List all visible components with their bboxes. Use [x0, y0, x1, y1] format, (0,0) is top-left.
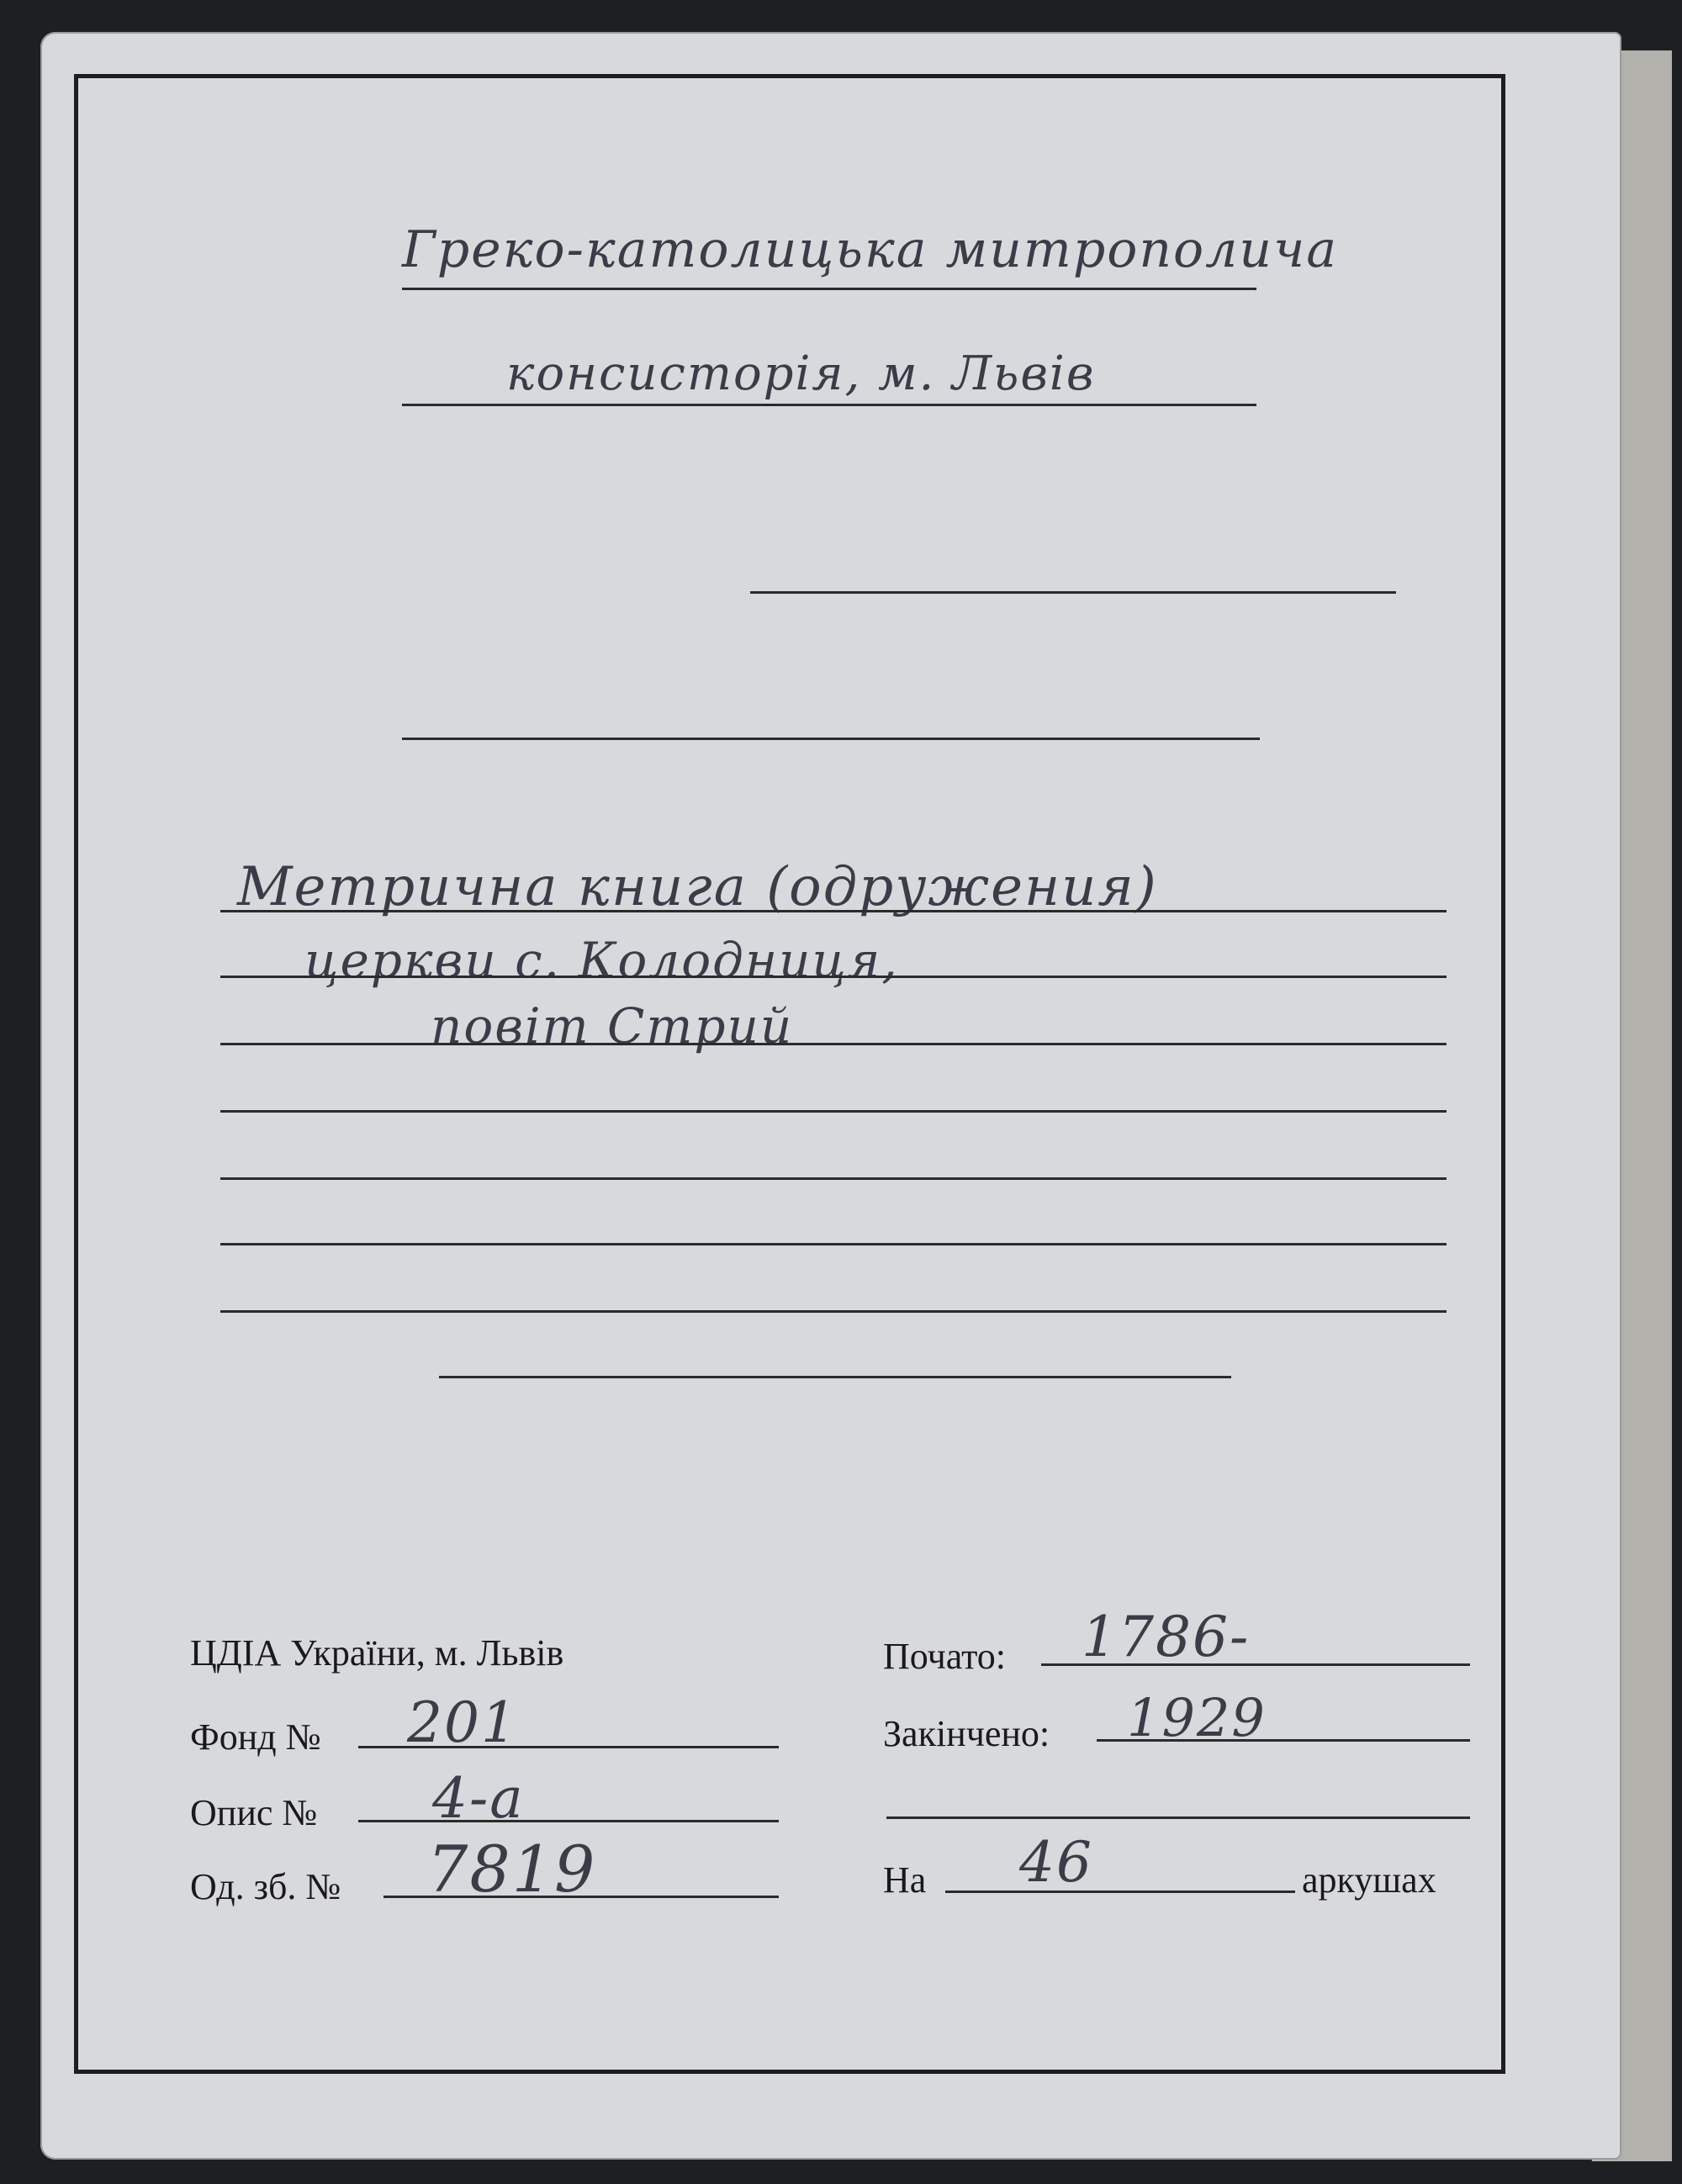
end-rule: [1097, 1739, 1470, 1742]
title-line1: Метрична книга (одружения): [237, 856, 1158, 918]
blank-date-rule: [886, 1816, 1470, 1819]
fond-value: 201: [407, 1690, 518, 1755]
start-label: Почато:: [883, 1636, 1007, 1677]
header-rule-1: [402, 288, 1256, 290]
title-rule-6: [220, 1243, 1447, 1245]
opys-rule: [358, 1820, 779, 1822]
sprava-value: 7819: [427, 1832, 597, 1906]
header-line1: Греко-католицька митрополича: [402, 220, 1339, 279]
header-line2: консисторія, м. Львів: [506, 346, 1096, 401]
title-rule-3: [220, 1043, 1447, 1045]
fond-label: Фонд №: [190, 1716, 321, 1758]
title-rule-8: [439, 1376, 1231, 1378]
start-rule: [1041, 1663, 1470, 1666]
end-label: Закінчено:: [883, 1713, 1050, 1754]
title-rule-4: [220, 1110, 1447, 1113]
end-value: 1929: [1127, 1687, 1267, 1748]
title-line3: повіт Стрий: [431, 997, 794, 1055]
blank-rule-2: [402, 738, 1260, 740]
start-value: 1786-: [1082, 1605, 1251, 1669]
title-line2: церкви с. Колодниця,: [304, 932, 899, 989]
sheets-value: 46: [1019, 1830, 1093, 1895]
opys-label: Опис №: [190, 1792, 318, 1833]
opys-value: 4-а: [432, 1766, 525, 1831]
archive-name: ЦДІА України, м. Львів: [190, 1632, 564, 1674]
blank-rule-1: [750, 591, 1396, 594]
header-rule-2: [402, 404, 1256, 406]
title-rule-1: [220, 910, 1447, 912]
sheets-suffix: аркушах: [1302, 1859, 1436, 1901]
title-rule-2: [220, 976, 1447, 978]
title-rule-7: [220, 1310, 1447, 1313]
sheets-prefix: На: [883, 1859, 927, 1901]
sheets-rule: [945, 1891, 1295, 1893]
title-rule-5: [220, 1177, 1447, 1180]
sprava-rule: [383, 1896, 779, 1898]
fond-rule: [358, 1746, 779, 1748]
sprava-label: Од. зб. №: [190, 1866, 341, 1907]
